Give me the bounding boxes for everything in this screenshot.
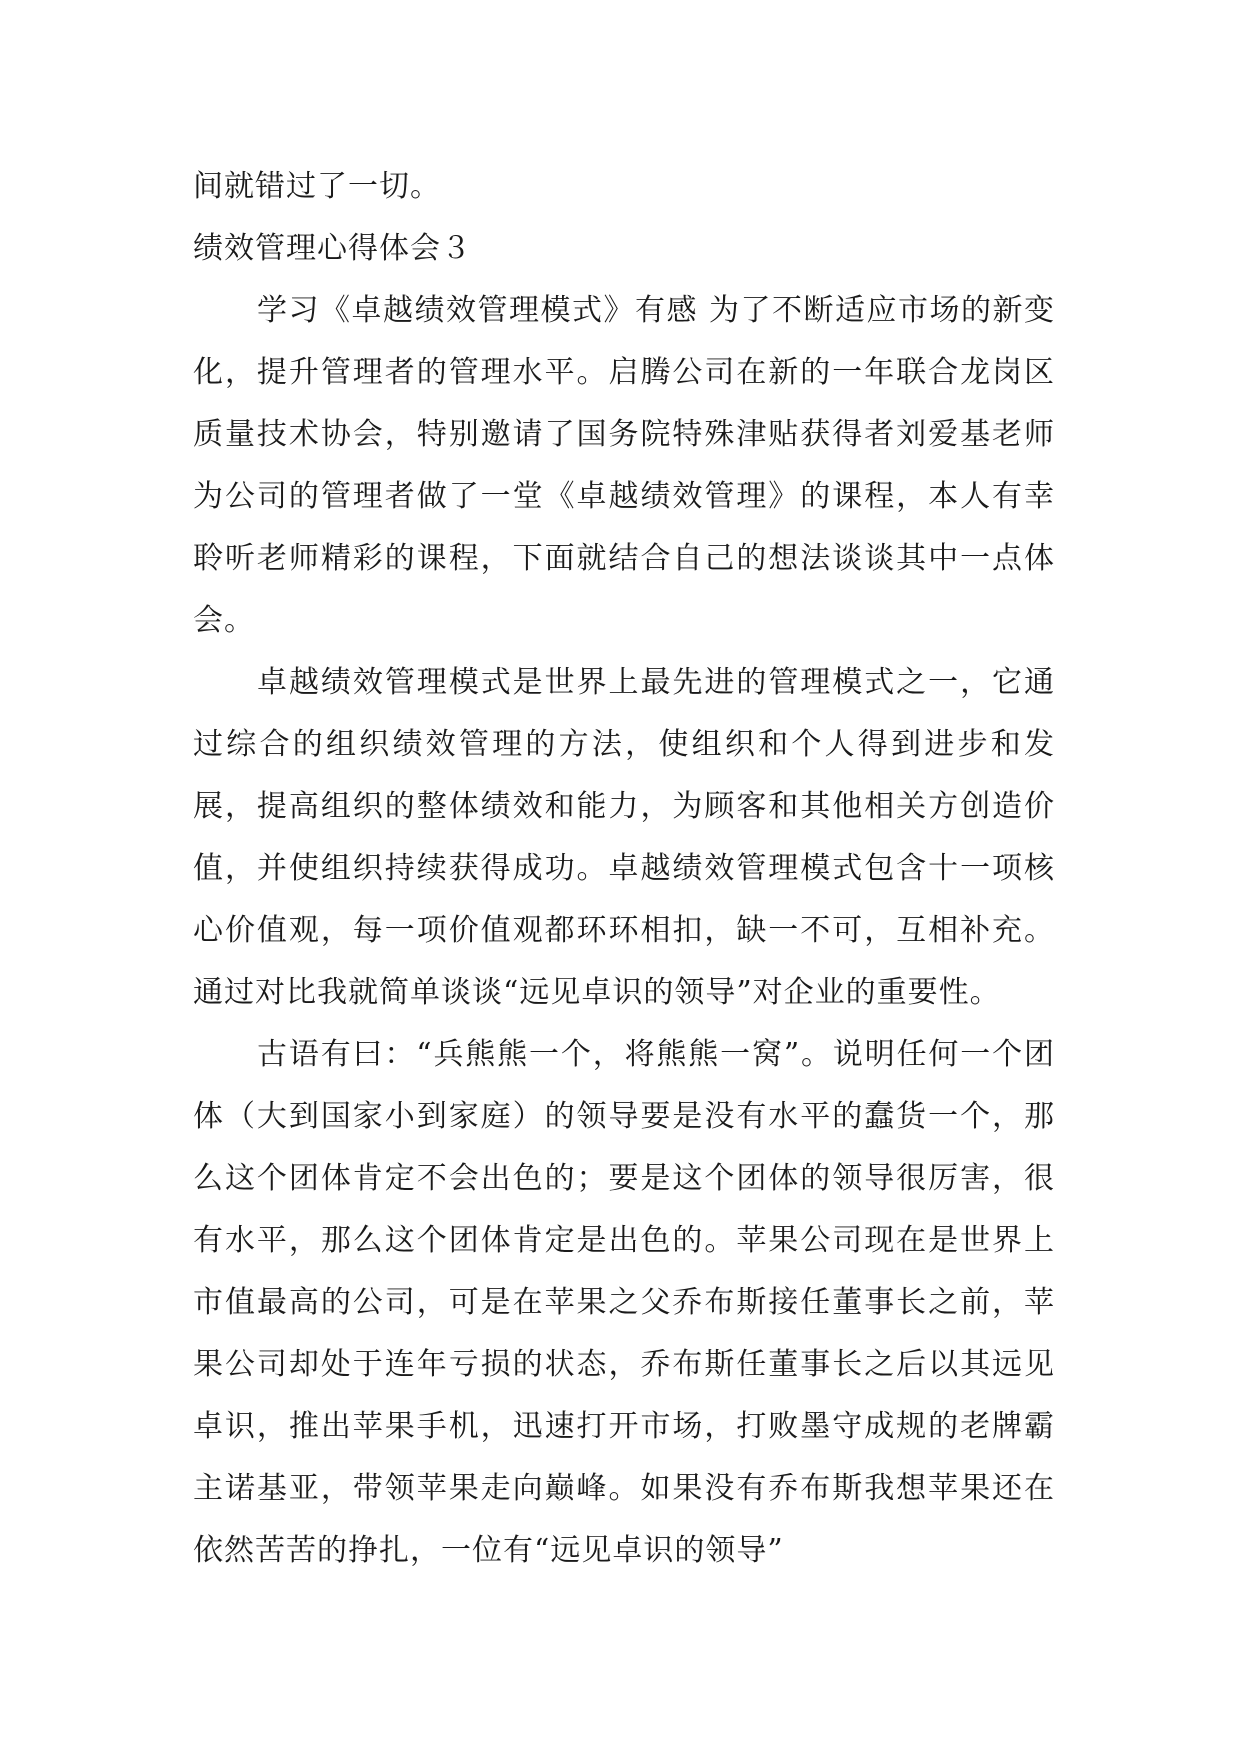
document-body bbox=[193, 156, 1055, 1582]
continuation-text: 间就错过了一切。 bbox=[193, 169, 441, 204]
paragraph-proverb: 古语有曰：“兵熊熊一个，将熊熊一窝”。说明任何一个团体（大到国家小到家庭）的领导要是没有水平的蠢货一个，那么这个团体肯定不会出色的；要是这个团体的领导很厉害，很有水平，那么这个团体肯定是出色的。苹果公司现在是世界上市值最高的公司，可是在苹果之父乔布斯接任董事长之前，苹果公司却处于连年亏损的状态，乔布斯任董事长之后以其远见卓识，推出苹果手机，迅速打开市场，打败墨守成规的老牌霸主诺基亚，带领苹果走向巅峰。如果没有乔布斯我想苹果还在依然苦苦的挣扎，一位有“远见卓识的领导” bbox=[193, 1037, 1055, 1568]
paragraph-model: 卓越绩效管理模式是世界上最先进的管理模式之一，它通过综合的组织绩效管理的方法，使组织和个人得到进步和发展，提高组织的整体绩效和能力，为顾客和其他相关方创造价值，并使组织持续获得成功。卓越绩效管理模式包含十一项核心价值观，每一项价值观都环环相扣，缺一不可，互相补充。通过对比我就简单谈谈“远见卓识的领导”对企业的重要性。 bbox=[193, 665, 1055, 1010]
paragraph-intro: 学习《卓越绩效管理模式》有感 为了不断适应市场的新变化，提升管理者的管理水平。启腾公司在新的一年联合龙岗区质量技术协会，特别邀请了国务院特殊津贴获得者刘爱基老师为公司的管理者做了一堂《卓越绩效管理》的课程，本人有幸聆听老师精彩的课程，下面就结合自己的想法谈谈其中一点体会。 bbox=[193, 293, 1055, 638]
section-heading: 绩效管理心得体会３ bbox=[193, 231, 472, 266]
